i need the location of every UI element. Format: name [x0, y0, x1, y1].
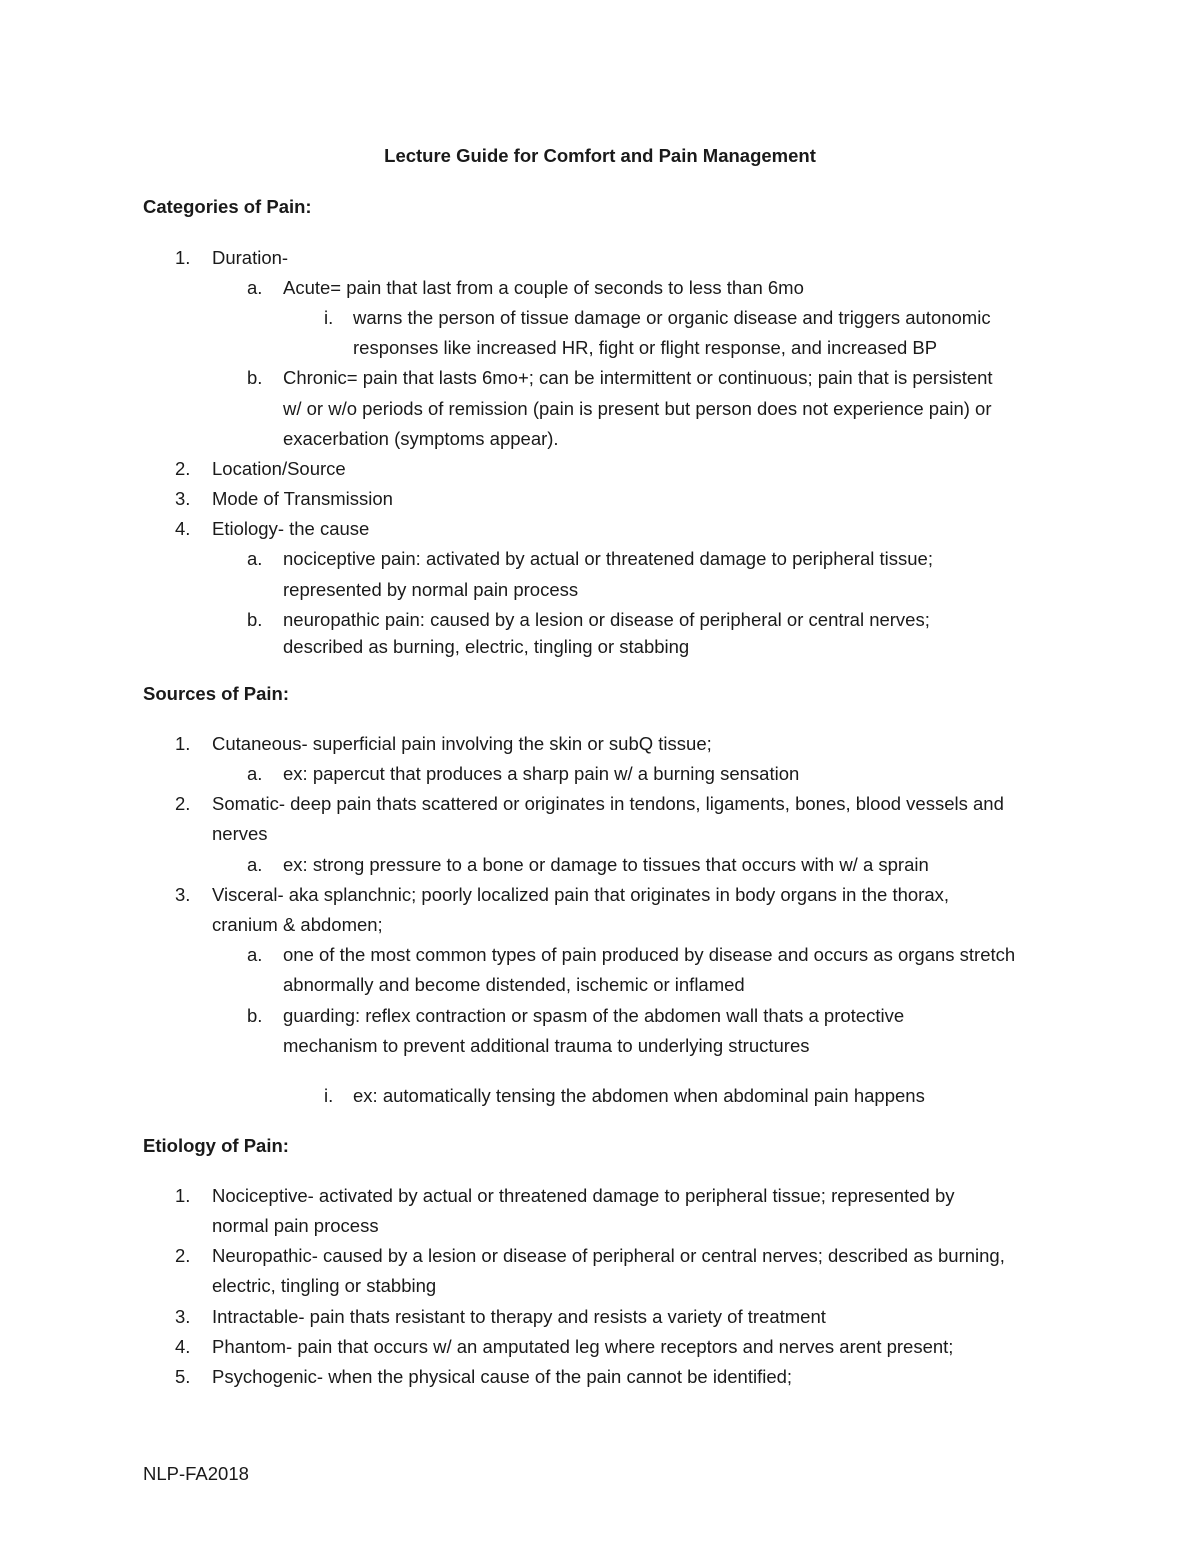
- list-item: Nociceptive- activated by actual or threatened damage to peripheral tissue; represented by: [212, 1185, 955, 1206]
- list-item: one of the most common types of pain produced by disease and occurs as organs stretch: [283, 944, 1016, 965]
- page-footer: NLP-FA2018: [143, 1463, 249, 1484]
- list-item: Mode of Transmission: [212, 488, 393, 509]
- list-item-continuation: represented by normal pain process: [283, 579, 579, 600]
- list-item: ex: automatically tensing the abdomen when abdominal pain happens: [353, 1085, 925, 1106]
- list-item: neuropathic pain: caused by a lesion or disease of peripheral or central nerves;: [283, 609, 930, 630]
- list-item-continuation: cranium & abdomen;: [212, 914, 383, 935]
- list-marker: 4.: [175, 518, 191, 539]
- list-marker: 2.: [175, 793, 191, 814]
- list-marker: 1.: [175, 1185, 191, 1206]
- list-item-continuation: nerves: [212, 823, 268, 844]
- list-item: Visceral- aka splanchnic; poorly localized pain that originates in body organs in the thorax,: [212, 884, 950, 905]
- section-heading-sources: Sources of Pain:: [143, 683, 289, 704]
- list-item: ex: papercut that produces a sharp pain w/ a burning sensation: [283, 763, 800, 784]
- list-marker: 2.: [175, 1245, 191, 1266]
- list-item-continuation: w/ or w/o periods of remission (pain is present but person does not experience pain) or: [283, 398, 992, 419]
- list-item-continuation: electric, tingling or stabbing: [212, 1275, 437, 1296]
- list-item-continuation: exacerbation (symptoms appear).: [283, 428, 559, 449]
- list-item: Acute= pain that last from a couple of seconds to less than 6mo: [283, 277, 804, 298]
- list-marker: 3.: [175, 1306, 191, 1327]
- list-item-continuation: mechanism to prevent additional trauma to underlying structures: [283, 1035, 810, 1056]
- list-marker: 2.: [175, 458, 191, 479]
- list-item: Intractable- pain thats resistant to therapy and resists a variety of treatment: [212, 1306, 826, 1327]
- list-marker: a.: [247, 548, 263, 569]
- list-item: Cutaneous- superficial pain involving the skin or subQ tissue;: [212, 733, 712, 754]
- section-heading-categories: Categories of Pain:: [143, 196, 312, 217]
- list-item: Phantom- pain that occurs w/ an amputated leg where receptors and nerves arent present;: [212, 1336, 954, 1357]
- list-marker: b.: [247, 609, 263, 630]
- list-item: guarding: reflex contraction or spasm of the abdomen wall thats a protective: [283, 1005, 905, 1026]
- list-marker: 3.: [175, 884, 191, 905]
- list-marker: b.: [247, 367, 263, 388]
- list-marker: 1.: [175, 247, 191, 268]
- list-marker: a.: [247, 854, 263, 875]
- list-marker: 4.: [175, 1336, 191, 1357]
- list-item-continuation: described as burning, electric, tingling or stabbing: [283, 636, 690, 657]
- list-marker: 1.: [175, 733, 191, 754]
- list-item: Neuropathic- caused by a lesion or disease of peripheral or central nerves; described as burning,: [212, 1245, 1005, 1266]
- list-marker: a.: [247, 763, 263, 784]
- list-item: Psychogenic- when the physical cause of the pain cannot be identified;: [212, 1366, 793, 1387]
- list-item: warns the person of tissue damage or organic disease and triggers autonomic: [353, 307, 991, 328]
- list-item: Duration-: [212, 247, 289, 268]
- list-item: ex: strong pressure to a bone or damage to tissues that occurs with w/ a sprain: [283, 854, 929, 875]
- list-marker: b.: [247, 1005, 263, 1026]
- list-item-continuation: abnormally and become distended, ischemic or inflamed: [283, 974, 745, 995]
- list-item: Etiology- the cause: [212, 518, 370, 539]
- list-item: Location/Source: [212, 458, 346, 479]
- list-marker: a.: [247, 277, 263, 298]
- list-marker: 5.: [175, 1366, 191, 1387]
- list-marker: a.: [247, 944, 263, 965]
- list-item: Chronic= pain that lasts 6mo+; can be intermittent or continuous; pain that is persistent: [283, 367, 993, 388]
- list-item: nociceptive pain: activated by actual or threatened damage to peripheral tissue;: [283, 548, 933, 569]
- list-marker: i.: [324, 1085, 334, 1106]
- list-marker: 3.: [175, 488, 191, 509]
- section-heading-etiology: Etiology of Pain:: [143, 1135, 289, 1156]
- page-title: Lecture Guide for Comfort and Pain Management: [384, 145, 816, 166]
- list-item-continuation: responses like increased HR, fight or flight response, and increased BP: [353, 337, 938, 358]
- list-item-continuation: normal pain process: [212, 1215, 379, 1236]
- list-item: Somatic- deep pain thats scattered or originates in tendons, ligaments, bones, blood vessels and: [212, 793, 1004, 814]
- list-marker: i.: [324, 307, 334, 328]
